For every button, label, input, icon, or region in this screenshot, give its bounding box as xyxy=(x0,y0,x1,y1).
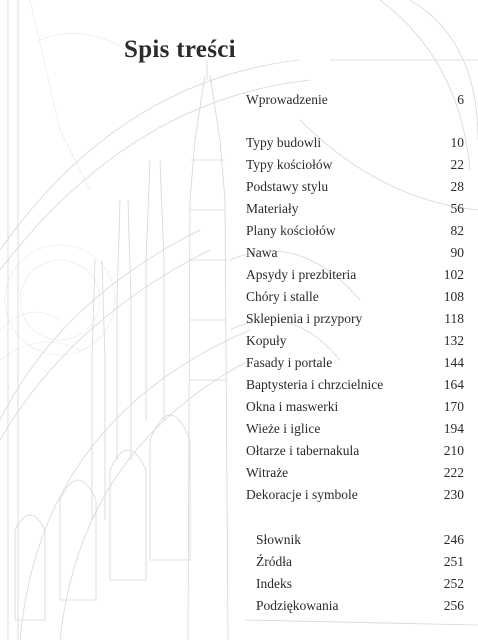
toc-entry-title: Chóry i stalle xyxy=(246,289,319,304)
toc-entry[interactable] xyxy=(246,354,464,372)
page-title: Spis treści xyxy=(124,36,236,63)
toc-entry-page: 251 xyxy=(443,554,464,569)
toc-entry[interactable] xyxy=(246,486,464,504)
toc-entry[interactable] xyxy=(246,310,464,328)
toc-entry-title: Podziękowania xyxy=(256,598,339,613)
toc-entry-page: 22 xyxy=(450,157,464,172)
toc-entry-page: 170 xyxy=(443,399,464,414)
toc-entry-title: Podstawy stylu xyxy=(246,179,329,194)
toc-entry-page: 210 xyxy=(443,443,464,458)
toc-entry-page: 10 xyxy=(450,135,464,150)
toc-entry-page: 118 xyxy=(444,311,464,326)
toc-entry-page: 108 xyxy=(443,289,464,304)
toc-entry-title: Apsydy i prezbiteria xyxy=(246,267,357,282)
toc-entry[interactable] xyxy=(246,398,464,416)
toc-entry-page: 222 xyxy=(443,465,464,480)
toc-entry-title: Słownik xyxy=(256,532,302,547)
toc-entry[interactable] xyxy=(246,134,464,152)
toc-entry[interactable] xyxy=(256,553,464,571)
toc-entry-title: Kopuły xyxy=(246,333,287,348)
toc-entry[interactable] xyxy=(246,464,464,482)
toc-entry[interactable] xyxy=(246,288,464,306)
toc-entry-title: Baptysteria i chrzcielnice xyxy=(246,377,384,392)
toc-entry-title: Okna i maswerki xyxy=(246,399,339,414)
toc-entry-title: Ołtarze i tabernakula xyxy=(246,443,360,458)
toc-entry[interactable] xyxy=(246,200,464,218)
toc-entry[interactable] xyxy=(246,442,464,460)
toc-entry-title: Typy kościołów xyxy=(246,157,333,172)
toc-entry-page: 164 xyxy=(443,377,464,392)
toc-entry-page: 230 xyxy=(443,487,464,502)
toc-entry-title: Fasady i portale xyxy=(246,355,333,370)
toc-entry-page: 256 xyxy=(443,598,464,613)
toc-entry-page: 246 xyxy=(443,532,464,547)
toc-entry[interactable] xyxy=(246,332,464,350)
toc-entry[interactable] xyxy=(246,222,464,240)
toc-entry-page: 144 xyxy=(443,355,464,370)
toc-entry-title: Indeks xyxy=(256,576,292,591)
toc-entry-title: Sklepienia i przypory xyxy=(246,311,363,326)
toc-entry[interactable] xyxy=(246,244,464,262)
toc-entry-title: Typy budowli xyxy=(246,135,322,150)
toc-entry-page: 82 xyxy=(450,223,464,238)
toc-entry[interactable] xyxy=(256,575,464,593)
toc-entry-page: 90 xyxy=(450,245,464,260)
toc-entry-title: Witraże xyxy=(246,465,289,480)
toc-entry[interactable] xyxy=(246,178,464,196)
toc-entry[interactable] xyxy=(256,597,464,615)
toc-entry-page: 28 xyxy=(450,179,464,194)
toc-entry[interactable] xyxy=(246,91,464,109)
toc-entry-title: Wprowadzenie xyxy=(246,92,328,107)
toc-entry-title: Wieże i iglice xyxy=(246,421,321,436)
toc-entry-title: Plany kościołów xyxy=(246,223,336,238)
toc-entry-page: 194 xyxy=(443,421,464,436)
toc-entry-title: Nawa xyxy=(246,245,278,260)
toc-entry-page: 252 xyxy=(443,576,464,591)
toc-entry[interactable] xyxy=(246,420,464,438)
toc-entry-page: 6 xyxy=(457,92,464,107)
toc-entry[interactable] xyxy=(256,531,464,549)
toc-entry[interactable] xyxy=(246,266,464,284)
toc-entry-page: 56 xyxy=(450,201,464,216)
toc-entry-page: 132 xyxy=(443,333,464,348)
toc-entry-title: Źródła xyxy=(256,554,292,569)
toc-entry[interactable] xyxy=(246,156,464,174)
toc-entry-title: Dekoracje i symbole xyxy=(246,487,358,502)
toc-entry[interactable] xyxy=(246,376,464,394)
toc-entry-page: 102 xyxy=(443,267,464,282)
toc-entry-title: Materiały xyxy=(246,201,299,216)
